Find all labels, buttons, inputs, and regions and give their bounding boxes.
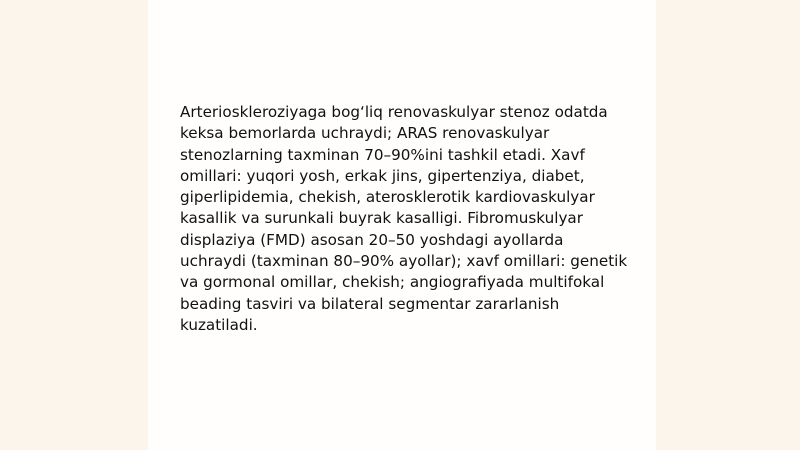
body-paragraph: Arterioskleroziyaga bog‘liq renovaskulyar stenoz odatda keksa bemorlarda uchraydi; ARAS renovaskulyar stenozlarning taxminan 70–90%ini tashkil etadi. Xavf omillari: yuqori yosh, erkak jins, gipertenziya, diabet, giperlipidemia, chekish, aterosklerotik kardiovaskulyar kasallik va surunkali buyrak kasalligi. Fibromuskulyar displaziya (FMD) asosan 20–50 yoshdagi ayollarda uchraydi (taxminan 80–90% ayollar); xavf omillari: genetik va gormonal omillar, chekish; angiografiyada multifokal beading tasviri va bilateral segmentar zararlanish kuzatiladi. [180, 103, 628, 334]
document-page [148, 0, 656, 450]
